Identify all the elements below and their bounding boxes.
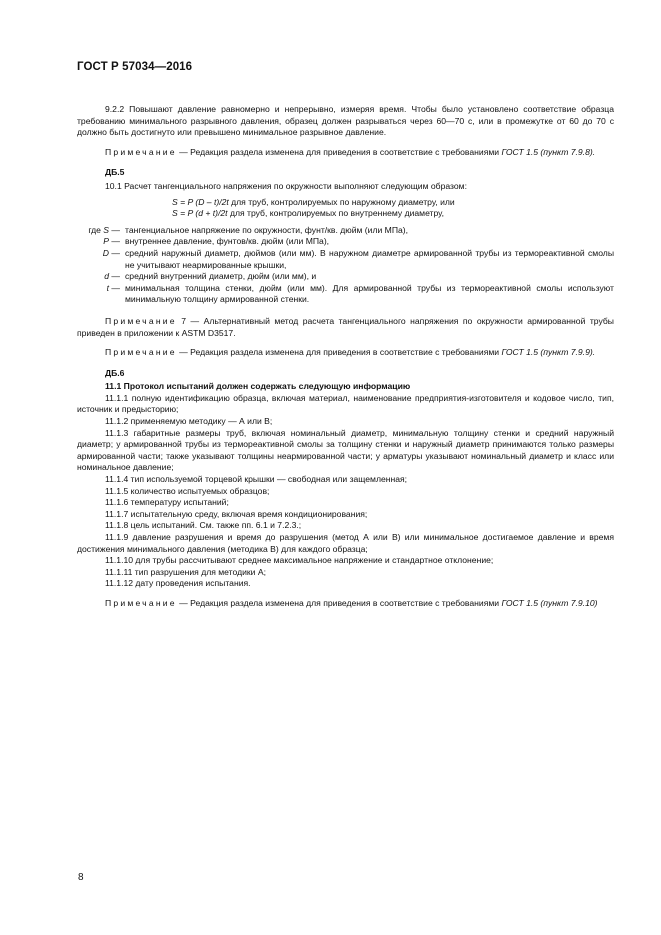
formula-expression: S = P (d + t)/2t: [172, 208, 228, 219]
where-symbol: t: [106, 282, 110, 293]
list-item: 11.1.2 применяемую методику — А или В;: [105, 416, 273, 427]
where-list: [77, 225, 614, 306]
note-label: Примечание: [105, 315, 177, 326]
paragraph-10-1: 10.1 Расчет тангенциального напряжения по окружности выполняют следующим образом:: [105, 180, 467, 191]
where-item: P — внутреннее давление, фунтов/кв. дюйм (или МПа),: [77, 236, 614, 248]
where-text: средний внутренний диаметр, дюйм (или мм), и: [125, 271, 317, 282]
list-item: 11.1.8 цель испытаний. См. также пп. 6.1 и 7.2.3.;: [105, 520, 302, 531]
paragraph-9-2-2: 9.2.2 Повышают давление равномерно и непрерывно, измеряя время. Чтобы было установлено соответствие образца требованию минимального разрывного давления, образец должен разрываться через 60—70 с, или в промежутке от 60 до 70 с должно быть достигнуто или превышено минимальное разрывное давление.: [77, 104, 614, 138]
paragraph-11-1-heading: 11.1 Протокол испытаний должен содержать следующую информацию: [105, 381, 411, 392]
where-symbol: S: [103, 224, 110, 235]
list-item: 11.1.4 тип используемой торцевой крышки — свободная или защемленная;: [105, 474, 408, 485]
formula-expression: S = P (D – t)/2t: [172, 196, 229, 207]
where-item: t — минимальная толщина стенки, дюйм (или мм). Для армированной трубы из термореактивной смолы используют минимальную толщину армированной стенки.: [106, 282, 614, 305]
document-body: [77, 104, 614, 610]
note-3: [77, 598, 614, 610]
list-item: 11.1.10 для трубы рассчитывают среднее максимальное напряжение и стандартное отклонение;: [105, 555, 494, 566]
note-text: 7 — Альтернативный метод расчета тангенциального напряжения по окружности армированной трубы приведен в приложении к ASTM D3517.: [77, 315, 614, 338]
list-item: 11.1.6 температуру испытаний;: [105, 497, 229, 508]
note-1: [77, 147, 614, 159]
note-2: [77, 347, 614, 359]
where-prefix: где: [88, 224, 104, 235]
list-item: 11.1.11 тип разрушения для методики А;: [105, 566, 266, 577]
document-header: ГОСТ Р 57034—2016: [77, 61, 193, 73]
list-item: 11.1.1 полную идентификацию образца, включая материал, наименование предприятия-изготовителя и кодовое число, тип, источник и предысторию;: [77, 392, 614, 415]
formula-inner-diameter: [77, 208, 614, 220]
formula-description: для труб, контролируемых по наружному диаметру, или: [228, 196, 455, 207]
where-item: D — средний наружный диаметр, дюймов (или мм). В наружном диаметре армированной трубы из термореактивной смолы не учитывают неармированные крышки,: [102, 247, 614, 270]
section-db5-title: ДБ.5: [105, 167, 125, 178]
where-symbol: D: [102, 247, 110, 258]
note-text: — Редакция раздела изменена для приведения в соответствие с требованиями: [176, 146, 502, 157]
list-item: 11.1.7 испытательную среду, включая время кондиционирования;: [105, 508, 368, 519]
page-number: 8: [78, 872, 84, 883]
note-text: — Редакция раздела изменена для приведения в соответствие с требованиями: [176, 347, 502, 358]
where-item: d — средний внутренний диаметр, дюйм (или мм), и: [77, 271, 614, 283]
where-text: тангенциальное напряжение по окружности, фунт/кв. дюйм (или МПа),: [125, 224, 409, 235]
note-label: Примечание: [105, 597, 177, 608]
where-text: минимальная толщина стенки, дюйм (или мм). Для армированной трубы из термореактивной смолы используют минимальную толщину армированной стенки.: [125, 282, 614, 305]
note-reference: ГОСТ 1.5 (пункт 7.9.10): [501, 597, 598, 608]
list-item: 11.1.5 количество испытуемых образцов;: [105, 485, 270, 496]
where-symbol: P: [103, 236, 110, 247]
note-7: [77, 316, 614, 339]
note-text: — Редакция раздела изменена для приведения в соответствие с требованиями: [176, 597, 502, 608]
where-symbol: d: [104, 271, 110, 282]
note-label: Примечание: [105, 347, 177, 358]
list-item: 11.1.3 габаритные размеры труб, включая номинальный диаметр, минимальную толщину стенки и средний наружный диаметр; у армированной трубы из термореактивной смолы за толщину стенки и наружный диаметр принимаются только размеры армированной части; также указывают толщины неармированной части; у арматуры указывают номинальный диаметр и класс или номинальное давление;: [77, 427, 614, 473]
formula-description: для труб, контролируемых по внутреннему диаметру,: [227, 208, 445, 219]
note-reference: ГОСТ 1.5 (пункт 7.9.9).: [501, 347, 596, 358]
note-reference: ГОСТ 1.5 (пункт 7.9.8).: [501, 146, 596, 157]
where-text: внутреннее давление, фунтов/кв. дюйм (или МПа),: [125, 236, 330, 247]
where-item: где S — тангенциальное напряжение по окружности, фунт/кв. дюйм (или МПа),: [77, 225, 614, 237]
where-text: средний наружный диаметр, дюймов (или мм). В наружном диаметре армированной трубы из термореактивной смолы не учитывают неармированные крышки,: [125, 247, 614, 270]
list-item: 11.1.12 дату проведения испытания.: [105, 578, 251, 589]
formula-outer-diameter: [77, 197, 614, 209]
list-item: 11.1.9 давление разрушения и время до разрушения (метод А или В) или минимальное достигаемое давление и время достижения минимального давления (методика В) для каждого образца;: [77, 532, 614, 554]
section-db6-title: ДБ.6: [105, 367, 125, 378]
note-label: Примечание: [105, 146, 177, 157]
